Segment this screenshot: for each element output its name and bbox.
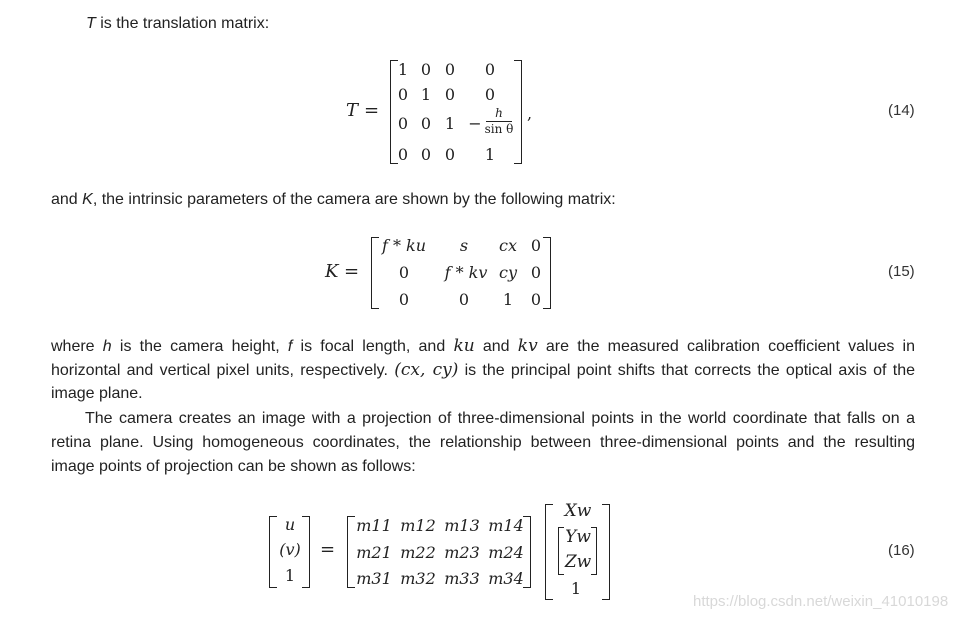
eq14-frac-den: sin θ	[484, 122, 514, 136]
eq14-cell: 0	[484, 60, 496, 79]
eq14-cell: 0	[444, 85, 456, 104]
eq15-number: (15)	[888, 263, 915, 280]
eq16-matrix-cell: m23	[444, 543, 480, 562]
eq16-left-vector-cell: 1	[284, 566, 296, 585]
var-kv: kv	[517, 336, 538, 356]
watermark-text: https://blog.csdn.net/weixin_41010198	[693, 593, 949, 610]
eq14-cell: 1	[444, 114, 456, 133]
eq16-world-vector-bottom: 1	[570, 579, 582, 598]
p4-line1: The camera creates an image with a projection of three-dimensional points in the world coordinate that falls on a	[85, 410, 915, 427]
eq16-matrix-cell: m31	[356, 569, 392, 588]
eq16-matrix-cell: m14	[488, 516, 524, 535]
eq15-cell: cx	[499, 236, 517, 255]
p3-text: and	[474, 338, 518, 355]
eq16-matrix-cell: m33	[444, 569, 480, 588]
eq14-cell: 0	[420, 60, 432, 79]
eq14-cell: 0	[420, 145, 432, 164]
eq14-cell: 1	[484, 145, 496, 164]
eq16-equals: =	[320, 539, 336, 560]
p3-text: is the camera height,	[111, 338, 288, 355]
p2-pre: and	[51, 191, 83, 208]
eq14-cell: 0	[420, 114, 432, 133]
p3-text: is focal length, and	[292, 338, 454, 355]
eq16-world-vector-top: Xw	[564, 501, 592, 521]
p3-text: is the principal point shifts that corrects the optical axis of the	[458, 362, 915, 379]
eq16-matrix-cell: m11	[356, 516, 392, 535]
eq15-cell: 0	[530, 290, 542, 309]
eq16-matrix-cell: m12	[400, 516, 436, 535]
eq16-inner-cell: Zw	[564, 552, 592, 572]
var-T: T	[86, 15, 96, 32]
eq14-frac-num: h	[495, 106, 503, 120]
p3-text: horizontal and vertical pixel units, respectively.	[51, 362, 395, 379]
eq16-matrix-cell: m24	[488, 543, 524, 562]
eq16-inner-cell: Yw	[565, 527, 591, 547]
eq15-equals: =	[344, 261, 360, 282]
var-h: h	[102, 338, 112, 355]
p3-text: are the measured calibration coefficient values in	[537, 338, 916, 355]
eq16-matrix-cell: m32	[400, 569, 436, 588]
eq16-matrix-cell: m21	[356, 543, 392, 562]
eq14-cell: 0	[484, 85, 496, 104]
var-ku: ku	[453, 336, 475, 356]
eq15-cell: 0	[398, 263, 410, 282]
eq14-cell: 0	[444, 60, 456, 79]
eq15-cell: 1	[502, 290, 514, 309]
eq15-cell: cy	[499, 263, 517, 282]
eq14-number: (14)	[888, 102, 915, 119]
eq15-cell: s	[459, 236, 469, 255]
eq16-matrix-cell: m34	[488, 569, 524, 588]
intro-text: is the translation matrix:	[95, 15, 270, 32]
p2-rest: , the intrinsic parameters of the camera are shown by the following matrix:	[92, 191, 616, 208]
eq16-world-vector-lbracket	[545, 504, 553, 600]
eq14-cell: 0	[397, 145, 409, 164]
eq15-cell: 0	[530, 263, 542, 282]
eq14-equals: =	[364, 100, 380, 121]
p3-line3: image plane.	[51, 385, 143, 402]
eq15-cell: f * kv	[444, 263, 488, 282]
eq14-cell: 0	[397, 85, 409, 104]
eq15-cell: f * ku	[381, 236, 427, 255]
p4-line3: image points of projection can be shown as follows:	[51, 458, 416, 475]
p3-text: where	[51, 338, 103, 355]
eq14-lhs: T	[346, 100, 359, 121]
var-K: K	[82, 191, 93, 208]
eq14-cell: 1	[397, 60, 409, 79]
p4-line2: retina plane. Using homogeneous coordinates, the relationship between three-dimensional points and the resulting	[51, 434, 915, 451]
var-cxcy: (cx, cy)	[394, 360, 459, 380]
eq14-cell: 1	[420, 85, 432, 104]
var-f: f	[287, 338, 293, 355]
eq16-world-vector-rbracket	[602, 504, 610, 600]
eq15-cell: 0	[530, 236, 542, 255]
eq15-cell: 0	[398, 290, 410, 309]
eq16-left-vector-cell: u	[284, 515, 296, 534]
eq16-matrix-cell: m13	[444, 516, 480, 535]
eq15-lhs: K	[325, 261, 339, 282]
eq16-matrix-cell: m22	[400, 543, 436, 562]
eq16-number: (16)	[888, 542, 915, 559]
eq14-cell: 0	[444, 145, 456, 164]
eq15-cell: 0	[458, 290, 470, 309]
eq14-minus: −	[468, 114, 482, 133]
eq16-left-vector-cell: (v)	[279, 540, 301, 559]
eq14-comma: ,	[527, 104, 533, 123]
eq14-cell: 0	[397, 114, 409, 133]
